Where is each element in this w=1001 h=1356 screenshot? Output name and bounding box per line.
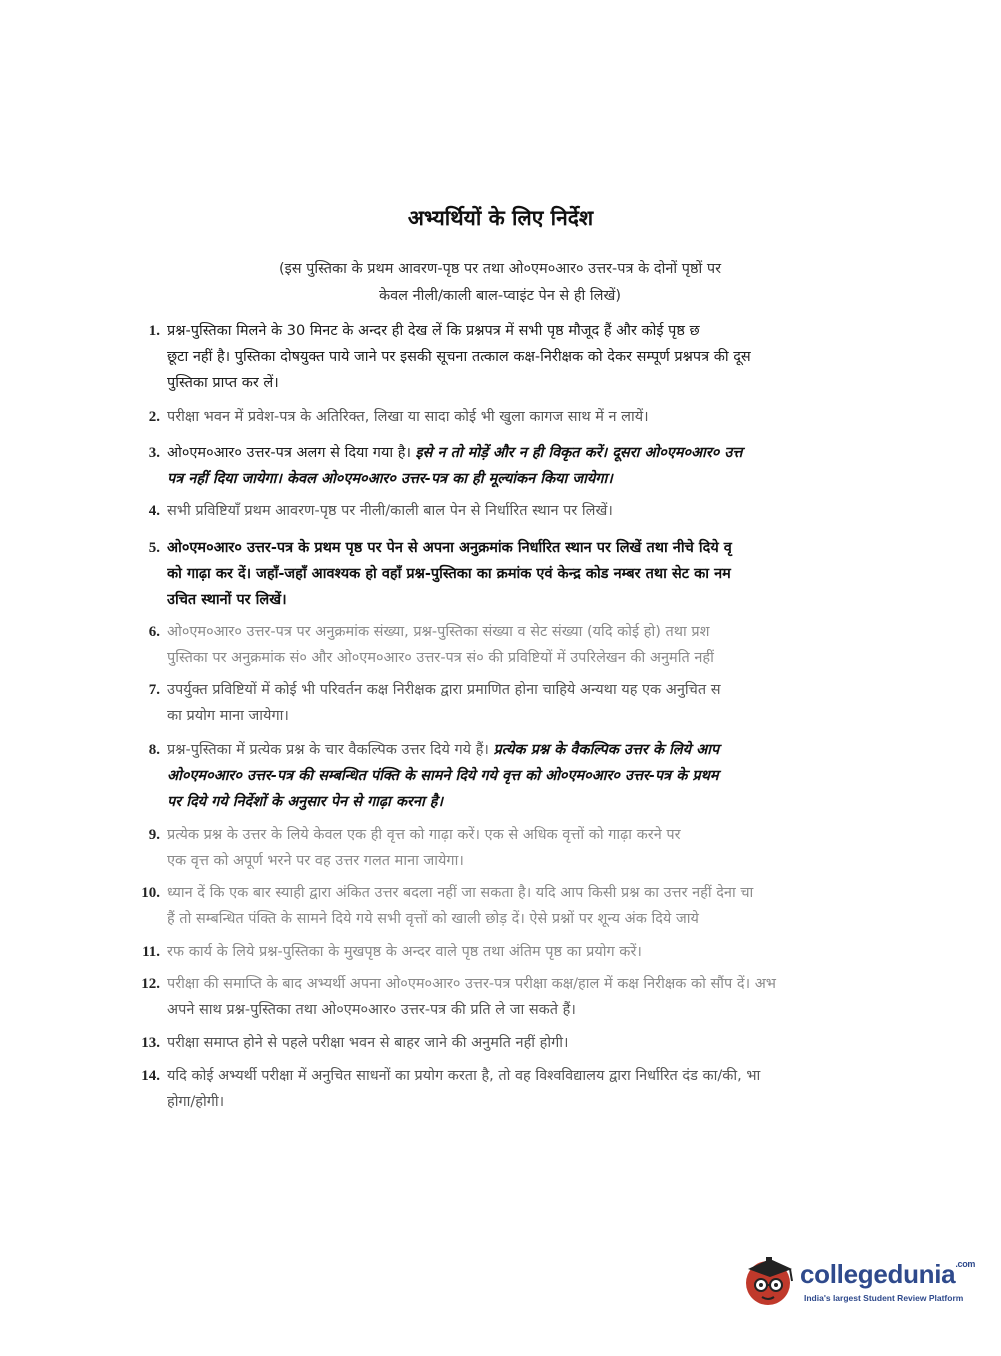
instruction-line: हैं तो सम्बन्धित पंक्ति के सामने दिये गये सभी वृत्तों को खाली छोड़ दें। ऐसे प्रश्नों पर शून्य अंक दिये जाये <box>167 911 699 927</box>
subtitle <box>150 256 850 310</box>
instruction-number: 5. <box>148 540 160 556</box>
instruction-line: प्रश्न-पुस्तिका मिलने के 30 मिनट के अन्दर ही देख लें कि प्रश्नपत्र में सभी पृष्ठ मौजूद हैं और कोई पृष्ठ छ <box>167 323 700 339</box>
instruction-item <box>130 619 927 671</box>
instruction-item <box>130 677 927 729</box>
instruction-item <box>130 535 927 613</box>
instruction-line: प्रत्येक प्रश्न के उत्तर के लिये केवल एक ही वृत्त को गाढ़ा करें। एक से अधिक वृत्तों को गाढ़ा करने पर <box>167 827 681 843</box>
instruction-line <box>167 737 927 763</box>
instruction-number: 12. <box>141 976 160 992</box>
instruction-number: 14. <box>141 1068 160 1084</box>
instruction-line: ओ०एम०आर० उत्तर-पत्र की सम्बन्धित पंक्ति के सामने दिये गये वृत्त को ओ०एम०आर० उत्तर-पत्र के प्रथम <box>167 768 719 784</box>
instruction-number: 2. <box>148 409 160 425</box>
instruction-number: 11. <box>142 944 160 960</box>
instruction-number: 3. <box>148 445 160 461</box>
instruction-emphasis: इसे न तो मोड़ें और न ही विकृत करें। दूसरा ओ०एम०आर० उत्त <box>415 445 743 461</box>
instruction-segment: ओ०एम०आर० उत्तर-पत्र अलग से दिया गया है। <box>167 445 411 461</box>
instruction-item <box>130 971 927 1023</box>
instruction-item <box>130 1030 927 1056</box>
subtitle-line-1: (इस पुस्तिका के प्रथम आवरण-पृष्ठ पर तथा ओ०एम०आर० उत्तर-पत्र के दोनों पृष्ठों पर <box>278 261 722 277</box>
instruction-item <box>130 822 927 874</box>
instruction-item <box>130 1063 927 1115</box>
instruction-line: पुस्तिका प्राप्त कर लें। <box>167 375 279 391</box>
instruction-line: एक वृत्त को अपूर्ण भरने पर वह उत्तर गलत माना जायेगा। <box>167 853 464 869</box>
instruction-line: यदि कोई अभ्यर्थी परीक्षा में अनुचित साधनों का प्रयोग करता है, तो वह विश्वविद्यालय द्वारा निर्धारित दंड का/की, भा <box>167 1068 761 1084</box>
instruction-line: परीक्षा भवन में प्रवेश-पत्र के अतिरिक्त, लिखा या सादा कोई भी खुला कागज साथ में न लायें। <box>167 409 649 425</box>
instruction-item <box>130 404 927 430</box>
logo-tagline: India's largest Student Review Platform <box>804 1293 964 1303</box>
instruction-item <box>130 880 927 932</box>
instruction-emphasis: प्रत्येक प्रश्न के वैकल्पिक उत्तर के लिये आप <box>493 742 720 758</box>
instruction-item <box>130 939 927 965</box>
subtitle-line-2: केवल नीली/काली बाल-प्वाइंट पेन से ही लिखें) <box>378 288 622 304</box>
instruction-line: उचित स्थानों पर लिखें। <box>167 592 287 608</box>
instruction-line: ओ०एम०आर० उत्तर-पत्र पर अनुक्रमांक संख्या, प्रश्न-पुस्तिका संख्या व सेट संख्या (यदि कोई हो) तथा प्रश <box>167 624 710 640</box>
instruction-number: 4. <box>148 503 160 519</box>
instruction-line: को गाढ़ा कर दें। जहाँ-जहाँ आवश्यक हो वहाँ प्रश्न-पुस्तिका का क्रमांक एवं केन्द्र कोड नम्बर तथा सेट का नम <box>167 566 731 582</box>
instruction-number: 1. <box>148 323 160 339</box>
instruction-number: 8. <box>148 742 160 758</box>
instruction-item <box>130 498 927 524</box>
instruction-line: छूटा नहीं है। पुस्तिका दोषयुक्त पाये जाने पर इसकी सूचना तत्काल कक्ष-निरीक्षक को देकर सम्पूर्ण प्रश्नपत्र की दूस <box>167 349 751 365</box>
instruction-line: उपर्युक्त प्रविष्टियों में कोई भी परिवर्तन कक्ष निरीक्षक द्वारा प्रमाणित होना चाहिये अन्यथा यह एक अनुचित स <box>167 682 721 698</box>
instruction-line: ध्यान दें कि एक बार स्याही द्वारा अंकित उत्तर बदला नहीं जा सकता है। यदि आप किसी प्रश्न का उत्तर नहीं देना चा <box>167 885 754 901</box>
instruction-line: पत्र नहीं दिया जायेगा। केवल ओ०एम०आर० उत्तर-पत्र का ही मूल्यांकन किया जायेगा। <box>167 471 613 487</box>
instruction-item <box>130 737 927 815</box>
instruction-line: पर दिये गये निर्देशों के अनुसार पेन से गाढ़ा करना है। <box>167 794 443 810</box>
instruction-line: पुस्तिका पर अनुक्रमांक सं० और ओ०एम०आर० उत्तर-पत्र सं० की प्रविष्टियों में उपरिलेखन की अनुमति नहीं <box>167 650 714 666</box>
logo-suffix: .com <box>955 1259 976 1269</box>
instruction-line: होगा/होगी। <box>167 1094 225 1110</box>
logo-name: collegedunia <box>800 1259 956 1289</box>
instruction-number: 10. <box>141 885 160 901</box>
mascot-icon <box>740 1251 798 1309</box>
logo-wordmark <box>800 1259 975 1290</box>
collegedunia-logo[interactable] <box>740 1245 976 1315</box>
instruction-number: 13. <box>141 1035 160 1051</box>
instruction-line: रफ कार्य के लिये प्रश्न-पुस्तिका के मुखपृष्ठ के अन्दर वाले पृष्ठ तथा अंतिम पृष्ठ का प्रयोग करें। <box>167 944 642 960</box>
instruction-line: अपने साथ प्रश्न-पुस्तिका तथा ओ०एम०आर० उत्तर-पत्र की प्रति ले जा सकते हैं। <box>167 1002 576 1018</box>
page-title: अभ्यर्थियों के लिए निर्देश <box>407 206 594 230</box>
instruction-number: 7. <box>148 682 160 698</box>
instruction-line: ओ०एम०आर० उत्तर-पत्र के प्रथम पृष्ठ पर पेन से अपना अनुक्रमांक निर्धारित स्थान पर लिखें तथा नीचे दिये वृ <box>167 540 732 556</box>
instruction-line: परीक्षा की समाप्ति के बाद अभ्यर्थी अपना ओ०एम०आर० उत्तर-पत्र परीक्षा कक्ष/हाल में कक्ष निरीक्षक को सौंप दें। अभ <box>167 976 776 992</box>
instruction-number: 9. <box>148 827 160 843</box>
instruction-line: सभी प्रविष्टियाँ प्रथम आवरण-पृष्ठ पर नीली/काली बाल पेन से निर्धारित स्थान पर लिखें। <box>167 503 613 519</box>
instruction-line: का प्रयोग माना जायेगा। <box>167 708 289 724</box>
instruction-line <box>167 440 927 466</box>
instruction-item <box>130 318 927 396</box>
instruction-item <box>130 440 927 492</box>
instruction-number: 6. <box>148 624 160 640</box>
instruction-segment: प्रश्न-पुस्तिका में प्रत्येक प्रश्न के चार वैकल्पिक उत्तर दिये गये हैं। <box>167 742 489 758</box>
instruction-line: परीक्षा समाप्त होने से पहले परीक्षा भवन से बाहर जाने की अनुमति नहीं होगी। <box>167 1035 569 1051</box>
